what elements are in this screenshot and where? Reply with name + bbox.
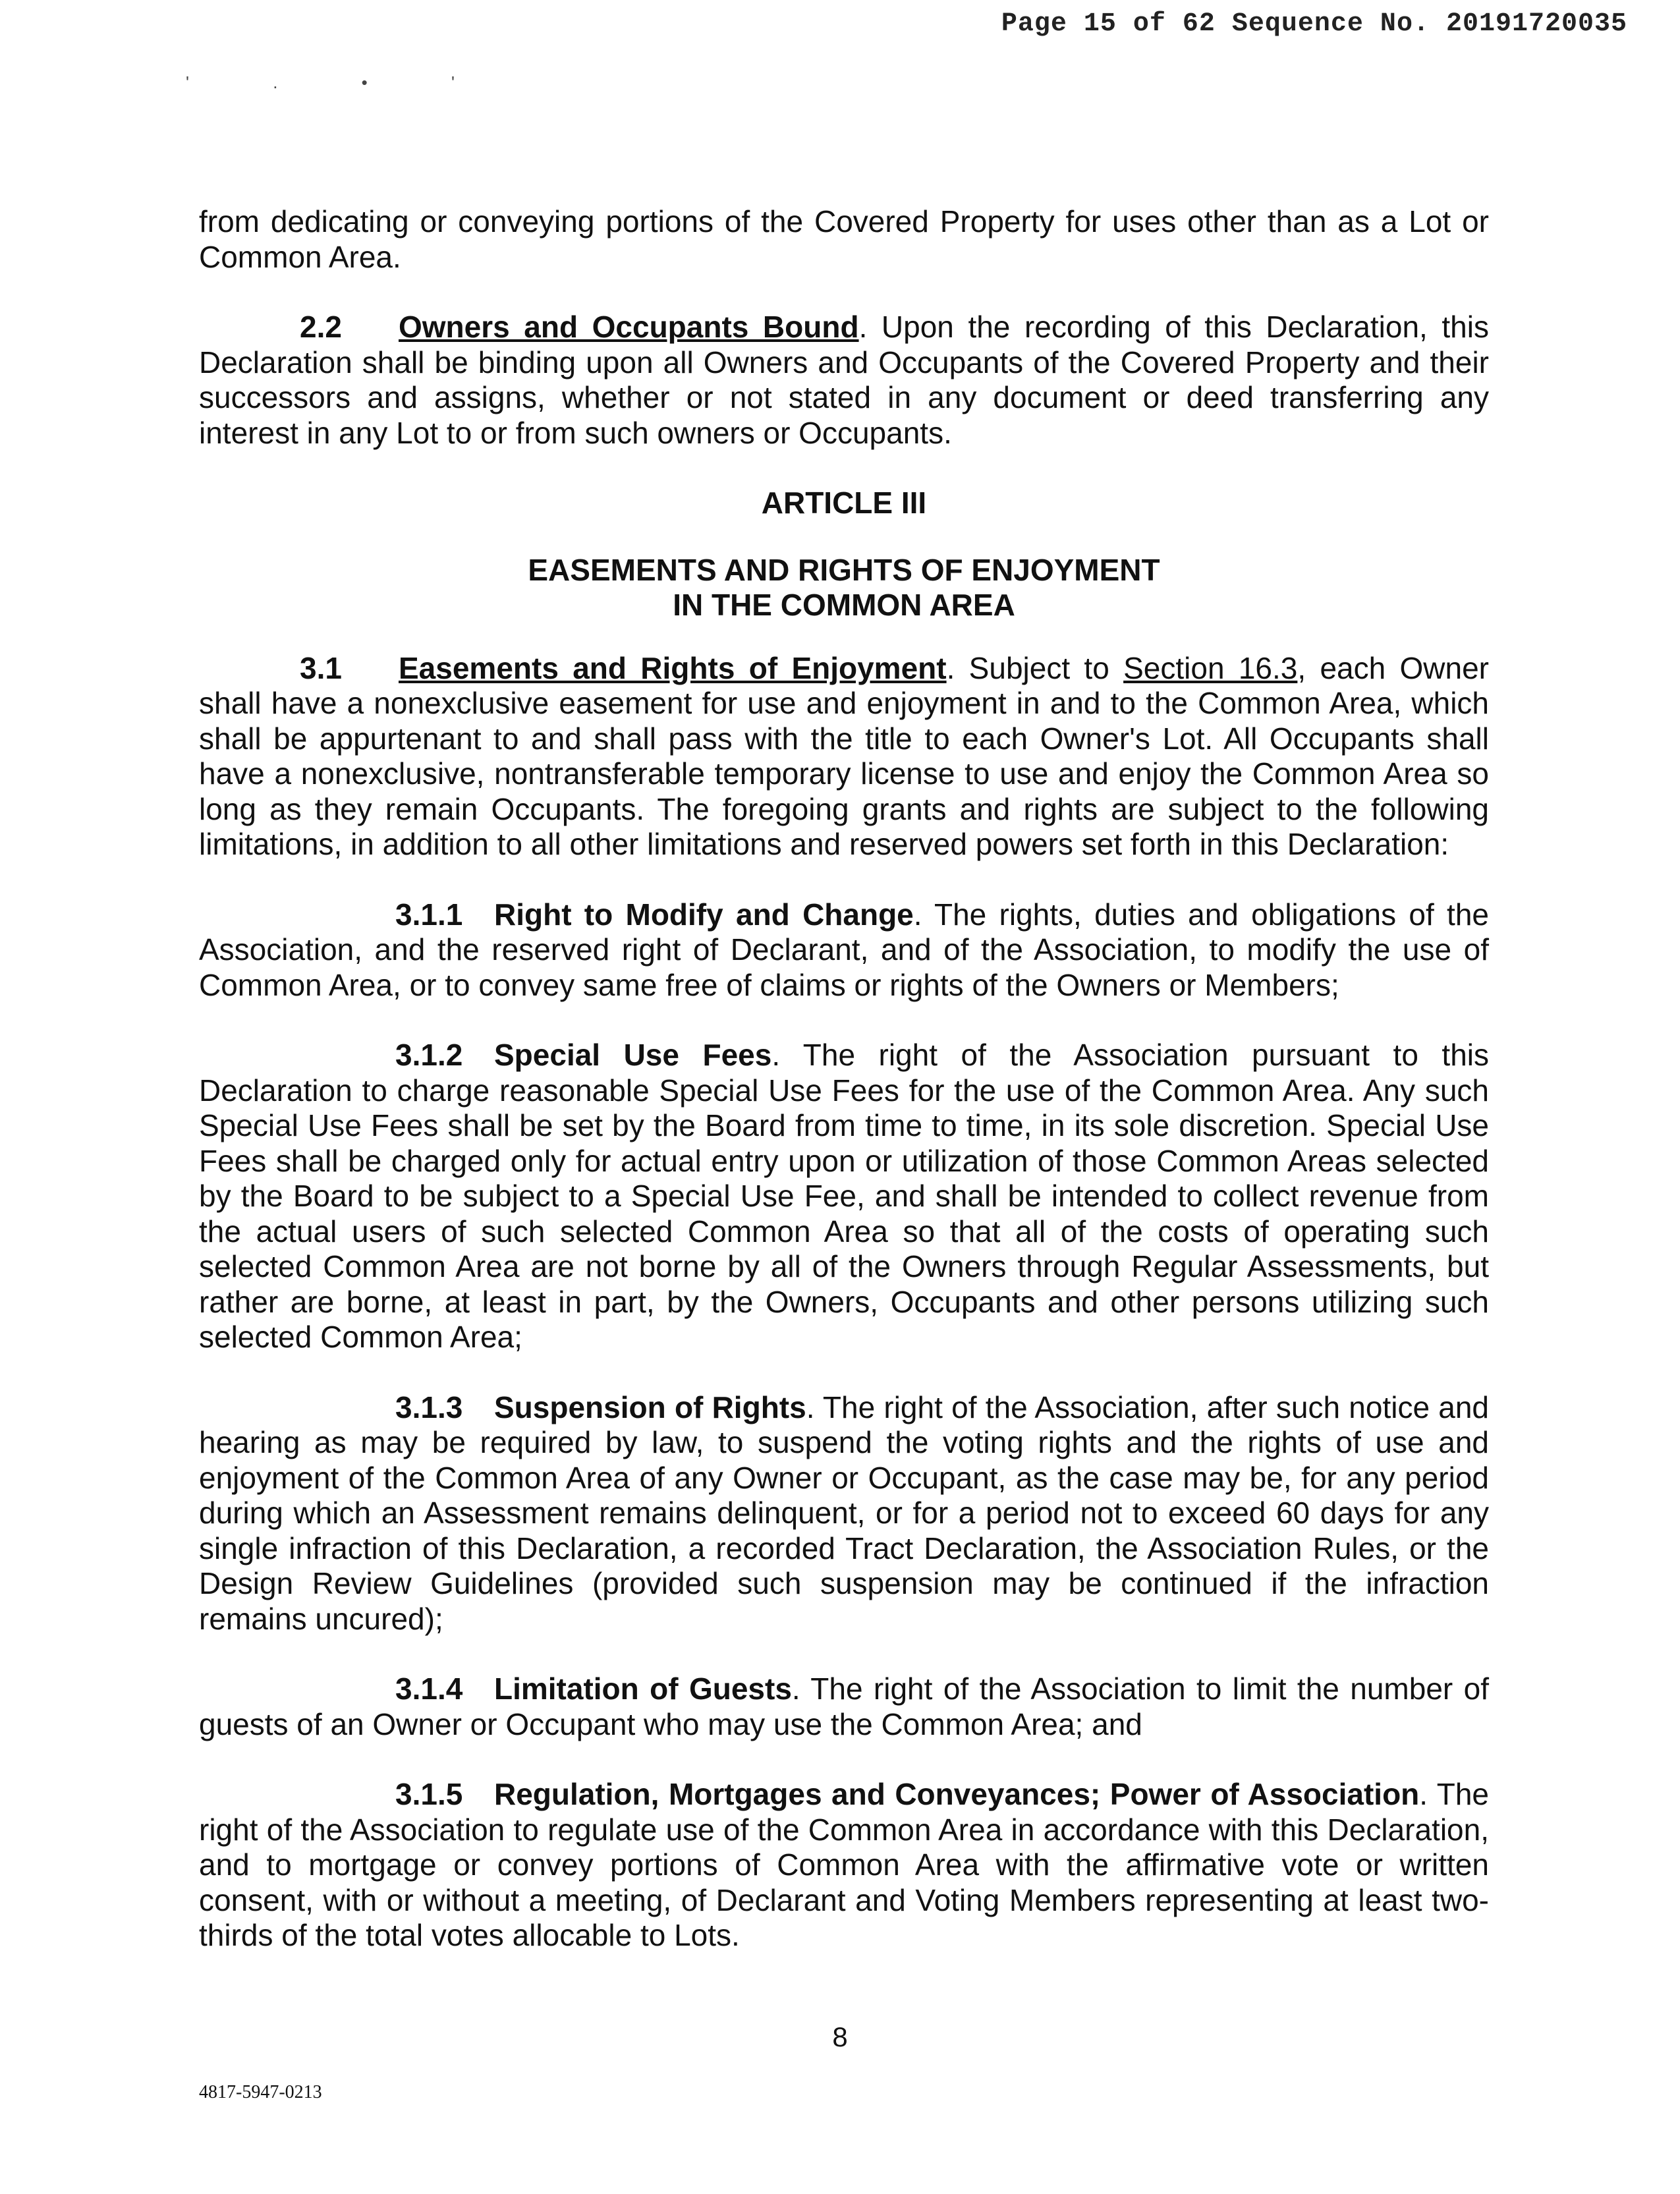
section-title: Regulation, Mortgages and Conveyances; Power of Association [494,1777,1420,1811]
section-3-1 [199,651,1489,862]
section-3-1-1 [199,897,1489,1003]
section-number: 2.2 [300,310,342,344]
section-reference: Section 16.3 [1123,650,1298,685]
article-title [199,553,1489,623]
section-3-1-5 [199,1777,1489,1954]
section-body: . The right of the Association to limit the number of guests of an Owner or Occupant who may use the Common Area; and [199,1672,1489,1741]
section-3-1-2 [199,1038,1489,1355]
page-sequence-header: Page 15 of 62 Sequence No. 20191720035 [1001,9,1627,39]
article-title-line-1: EASEMENTS AND RIGHTS OF ENJOYMENT [528,552,1160,587]
section-title: Limitation of Guests [494,1672,792,1706]
section-title: Owners and Occupants Bound [399,310,859,344]
section-3-1-3 [199,1390,1489,1637]
section-title: Suspension of Rights [494,1390,806,1424]
page-number: 8 [832,2021,848,2052]
document-id: 4817-5947-0213 [199,2082,322,2102]
section-body: . The right of the Association, after such notice and hearing as may be required by law, to suspend the voting rights and the rights of use and enjoyment of the Common Area of any Owner or Occupant, as the case may be, for any period during which an Assessment remains delinquent, or for a period not to exceed 60 days for any single infraction of this Declaration, a recorded Tract Declaration, the Association Rules, or the Design Review Guidelines (provided such suspension may be continued if the infraction remains uncured); [199,1390,1490,1636]
section-title: Special Use Fees [494,1038,772,1072]
paragraph-continuation: from dedicating or conveying portions of the Covered Property for uses other than as a Lot or Common Area. [199,204,1489,274]
section-title: Right to Modify and Change [494,897,914,932]
section-number: 3.1 [300,650,342,685]
section-number: 3.1.1 [395,897,463,932]
section-number: 3.1.3 [395,1390,463,1424]
section-number: 3.1.2 [395,1038,463,1072]
document-body [199,204,1489,1988]
article-title-line-2: IN THE COMMON AREA [673,588,1015,622]
section-text: . Subject to [946,650,1124,685]
section-body: . The right of the Association pursuant to this Declaration to charge reasonable Special Use Fees for the use of the Common Area. Any such Special Use Fees shall be set by the Board from time to time, in its sole discretion. Special Use Fees shall be charged only for actual entry upon or utilization of those Common Areas selected by the Board to be subject to a Special Use Fee, and shall be intended to collect revenue from the actual users of such selected Common Area so that all of the costs of operating such selected Common Area are not borne by all of the Owners through Regular Assessments, but rather are borne, at least in part, by the Owners, Occupants and other persons utilizing such selected Common Area; [199,1038,1489,1354]
section-body: , each Owner shall have a nonexclusive easement for use and enjoyment in and to the Common Area, which shall be appurtenant to and shall pass with the title to each Owner's Lot. All Occupants shall have a nonexclusive, nontransferable temporary license to use and enjoy the Common Area so long as they remain Occupants. The foregoing grants and rights are subject to the following limitations, in addition to all other limitations and reserved powers set forth in this Declaration: [199,650,1490,861]
scan-marks: ' . • ' [186,72,494,92]
section-2-2 [199,310,1489,451]
article-label: ARTICLE III [761,486,927,520]
section-body: . Upon the recording of this Declaration, this Declaration shall be binding upon all Owners and Occupants of the Covered Property and their successors and assigns, whether or not stated in any document or deed transferring any interest in any Lot to or from such owners or Occupants. [199,310,1489,450]
section-title: Easements and Rights of Enjoyment [399,650,947,685]
section-number: 3.1.4 [395,1672,463,1706]
section-number: 3.1.5 [395,1777,463,1811]
section-body: . The right of the Association to regulate use of the Common Area in accordance with this Declaration, and to mortgage or convey portions of Common Area with the affirmative vote or written consent, with or without a meeting, of Declarant and Voting Members representing at least two-thirds of the total votes allocable to Lots. [199,1777,1489,1952]
section-3-1-4 [199,1672,1489,1742]
section-body: . The rights, duties and obligations of the Association, and the reserved right of Declarant, and of the Association, to modify the use of Common Area, or to convey same free of claims or rights of the Owners or Members; [199,897,1489,1002]
